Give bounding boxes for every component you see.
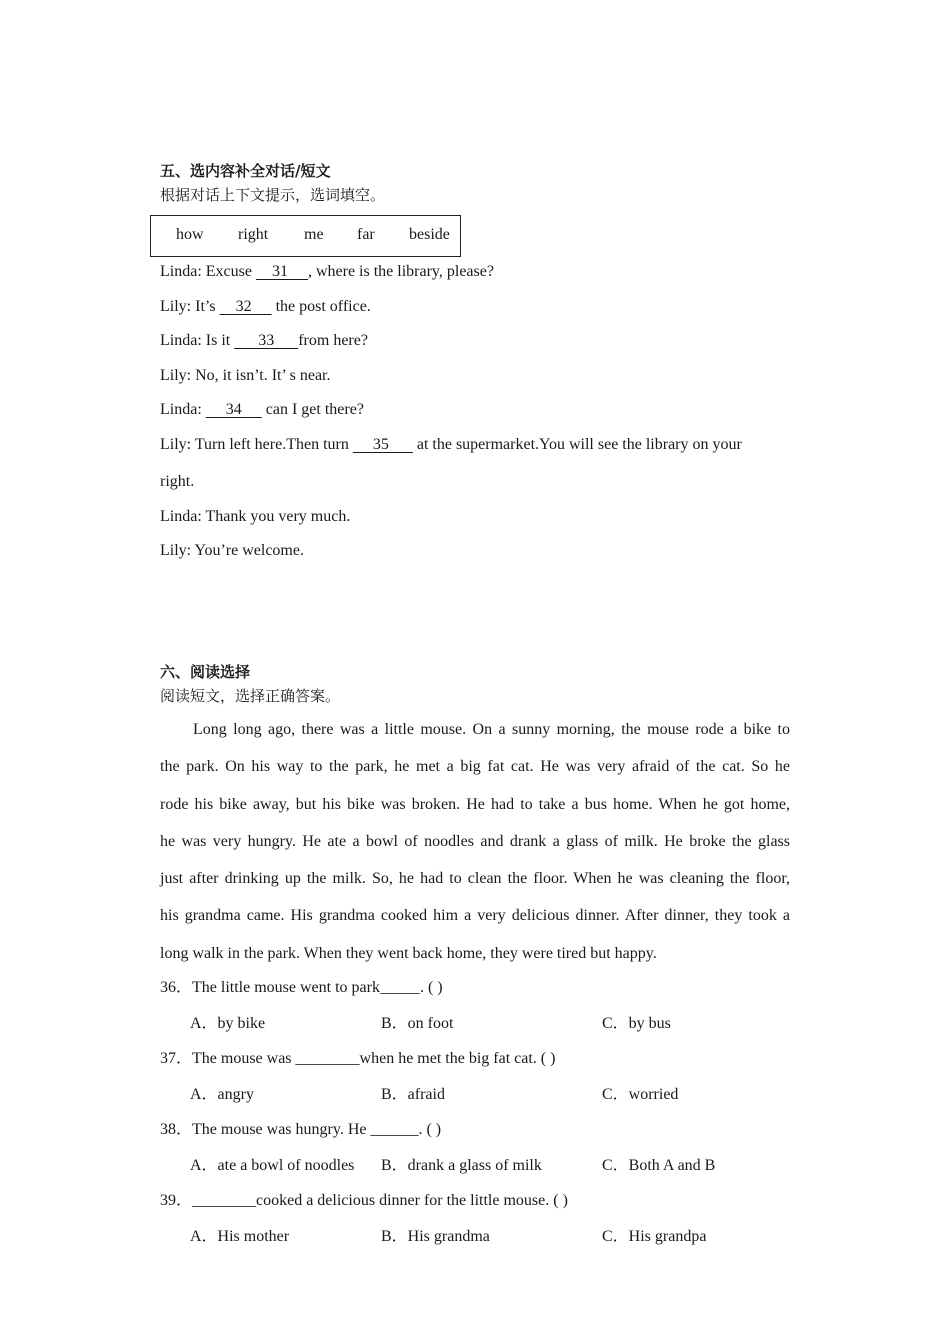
option-a: A．ate a bowl of noodles: [190, 1157, 355, 1174]
option-c: C．His grandpa: [602, 1228, 707, 1245]
section6-instruction: 阅读短文，选择正确答案。: [160, 687, 341, 705]
word-bank-item: how: [176, 226, 204, 243]
question-stem: 39．________cooked a delicious dinner for the little mouse. ( ): [160, 1192, 568, 1209]
dialogue-line: Lily: No, it isn’t. It’ s near.: [160, 367, 331, 384]
dialogue-line: Linda: Excuse 31 , where is the library, please?: [160, 263, 494, 280]
word-bank-item: far: [357, 226, 375, 243]
passage-line: his grandma came. His grandma cooked him a very delicious dinner. After dinner, they took a: [160, 907, 790, 925]
word-bank-item: me: [304, 226, 324, 243]
option-a: A．angry: [190, 1086, 254, 1103]
question-stem: 37．The mouse was ________when he met the big fat cat. ( ): [160, 1050, 556, 1067]
option-b: B．His grandma: [381, 1228, 490, 1245]
option-c: C．Both A and B: [602, 1157, 716, 1174]
answer-blank: 34: [205, 401, 262, 418]
word-bank-item: beside: [409, 226, 450, 243]
dialogue-line: Linda: Is it 33 from here?: [160, 332, 368, 349]
section5-title: 五、选内容补全对话/短文: [160, 162, 331, 180]
word-bank-item: right: [238, 226, 269, 243]
dialogue-line: right.: [160, 473, 195, 490]
answer-blank: 33: [234, 332, 299, 349]
section6-title: 六、阅读选择: [160, 663, 251, 681]
option-c: C．worried: [602, 1086, 679, 1103]
dialogue-line: Lily: You’re welcome.: [160, 542, 304, 559]
answer-blank: 31: [255, 263, 308, 280]
question-stem: 38．The mouse was hungry. He ______. ( ): [160, 1121, 442, 1138]
passage-line: just after drinking up the milk. So, he had to clean the floor. When he was cleaning the floor,: [160, 870, 790, 888]
passage-line: the park. On his way to the park, he met a big fat cat. He was very afraid of the cat. So he: [160, 758, 790, 776]
option-b: B．afraid: [381, 1086, 445, 1103]
passage-line: rode his bike away, but his bike was broken. He had to take a bus home. When he got home,: [160, 795, 790, 813]
option-c: C．by bus: [602, 1015, 671, 1032]
dialogue-line: Linda: 34 can I get there?: [160, 401, 364, 418]
answer-blank: 32: [219, 298, 272, 315]
option-a: A．by bike: [190, 1015, 266, 1032]
dialogue-line: Lily: Turn left here.Then turn 35 at the supermarket.You will see the library on your: [160, 436, 742, 453]
word-bank-box: [150, 215, 461, 257]
reading-passage: [160, 711, 790, 972]
passage-line: Long long ago, there was a little mouse. On a sunny morning, the mouse rode a bike to: [193, 721, 790, 738]
section5-instruction: 根据对话上下文提示，选词填空。: [160, 186, 386, 204]
passage-line: he was very hungry. He ate a bowl of noodles and drank a glass of milk. He broke the glass: [160, 832, 790, 850]
dialogue-line: Linda: Thank you very much.: [160, 508, 351, 525]
question-stem: 36．The little mouse went to park_____. ( ): [160, 979, 443, 996]
option-b: B．on foot: [381, 1015, 454, 1032]
answer-blank: 35: [352, 436, 413, 453]
dialogue-line: Lily: It’s 32 the post office.: [160, 298, 371, 315]
passage-line: long walk in the park. When they went back home, they were tired but happy.: [160, 944, 657, 962]
option-b: B．drank a glass of milk: [381, 1157, 542, 1174]
option-a: A．His mother: [190, 1228, 290, 1245]
